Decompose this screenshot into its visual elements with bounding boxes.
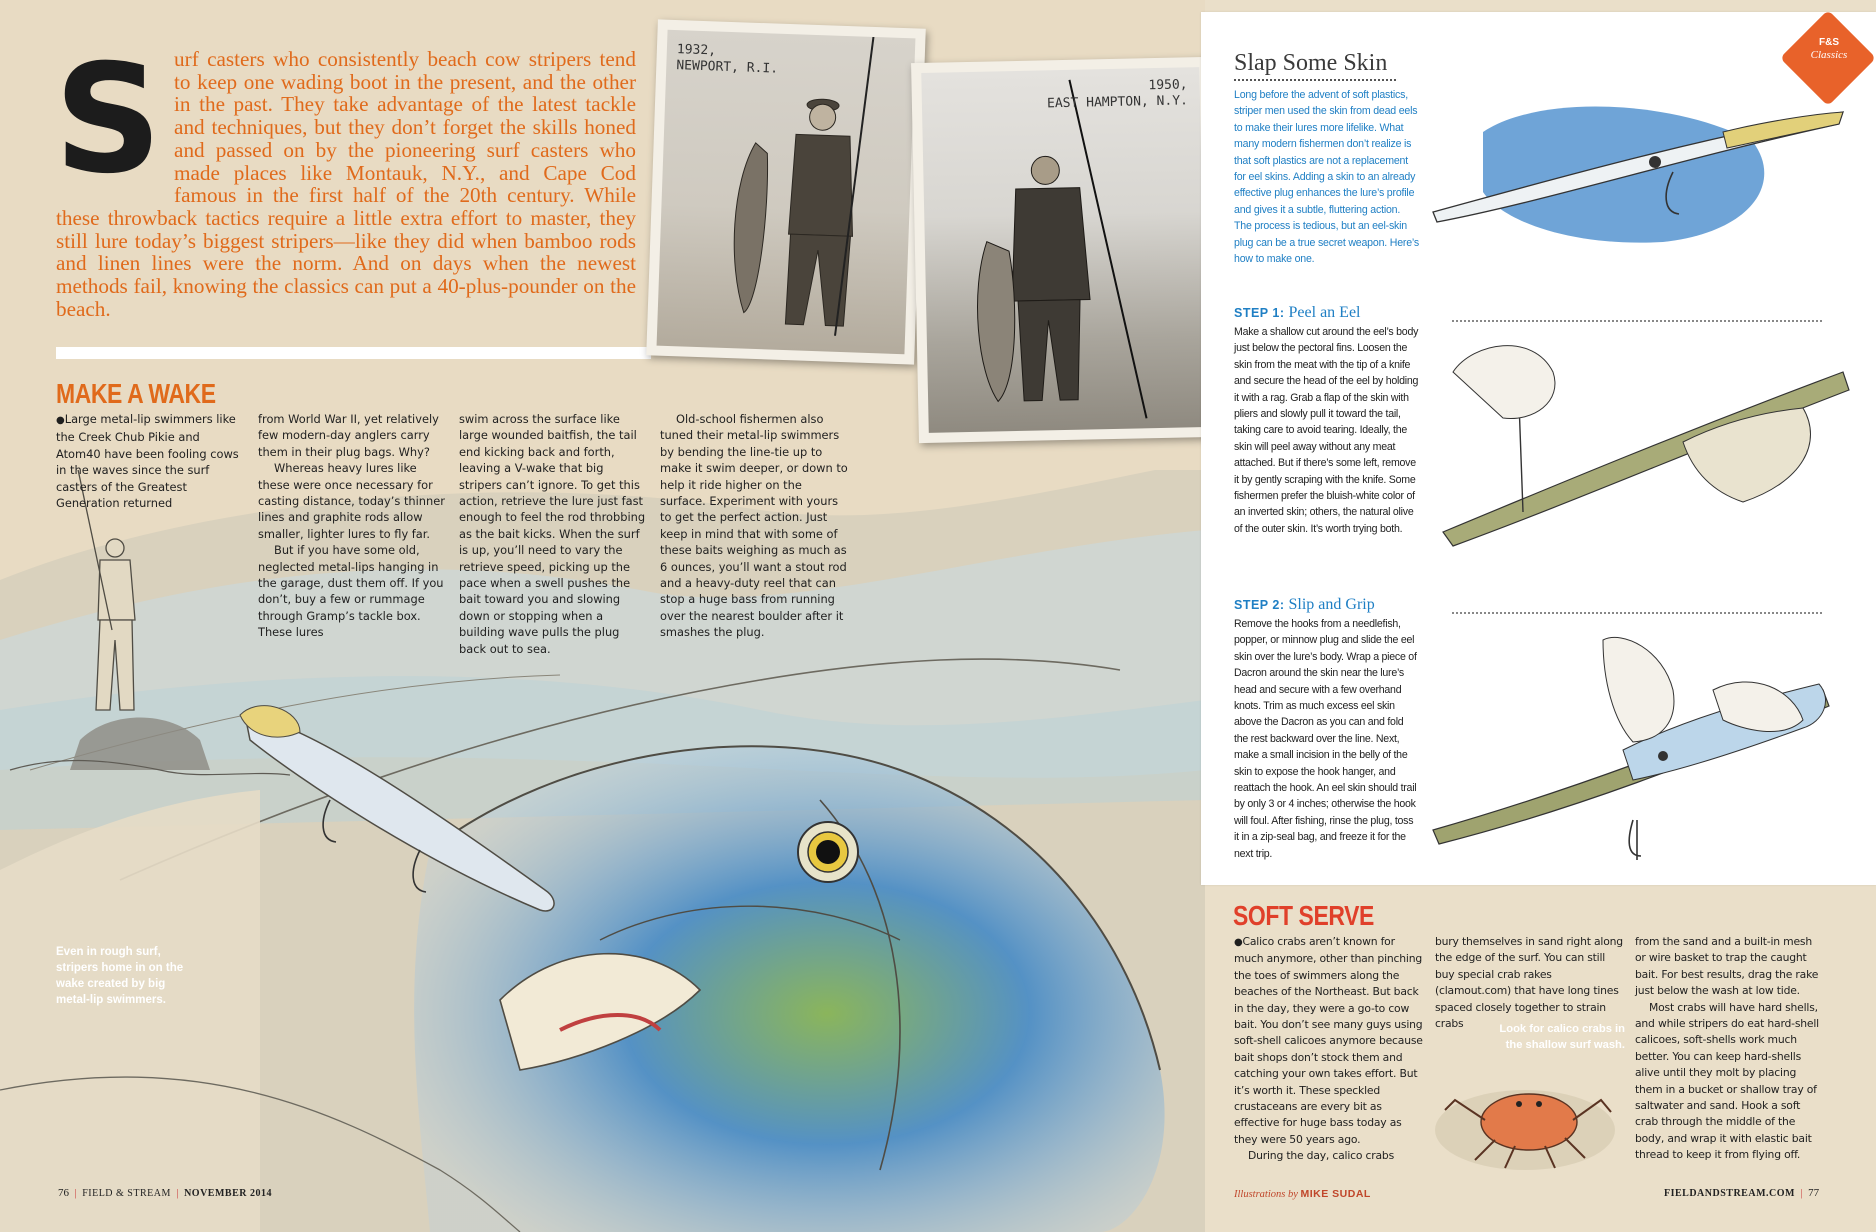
step2-label: STEP 2:	[1234, 598, 1285, 612]
wake-col3-text: swim across the surface like large wounded baitfish, the tail end kicking back and forth, leaving a V-wake that big stripers can’t ignore. To get this action, retrieve the lure just fast enough to feel the rod throbbing as the bait kicks. When the surf is up, you’ll need to vary the retrieve speed, picking up the pace when a swell pushes the bait toward you and slowing down or stopping when a building wave pulls the plug back out to sea.	[459, 412, 646, 656]
credit-name: MIKE SUDAL	[1300, 1188, 1371, 1200]
page-number: 76	[58, 1187, 69, 1199]
slip-grip-illustration	[1423, 630, 1863, 870]
lure-illustration	[1423, 72, 1853, 252]
step1-heading	[1234, 304, 1360, 322]
site-url: FIELDANDSTREAM.COM	[1664, 1188, 1795, 1199]
step1-text: Make a shallow cut around the eel’s body just below the pectoral fins. Loosen the skin from the meat with the tip of a knife and secure the head of the eel by holding it with a rag. Grab a flap of the skin with pliers and slowly pull it toward the tail, taking care to avoid tearing. Ideally, the skin will peel away without any meat attached. But if there’s some left, remove it by gently scraping with the knife. Some fishermen prefer the bluish-white color of an inverted skin; others, the natural olive of the outer skin. It’s worth trying both.	[1234, 326, 1419, 535]
step2-text: Remove the hooks from a needlefish, popper, or minnow plug and slide the eel skin over the lure’s body. Wrap a piece of Dacron around the skin near the lure’s head and secure with a few overhand knots. Trim as much excess eel skin above the Dacron as you can and fold the rest backward over the line. Next, make a small incision in the belly of the skin to expose the hook hanger, and reattach the hook. An eel skin should trail by only 3 or 4 inches; otherwise the hook will foul. After fishing, rinse the plug, toss it in a zip-seal bag, and freeze it for the next trip.	[1234, 618, 1417, 860]
illustration-credit	[1234, 1188, 1371, 1200]
intro-text: urf casters who consistently beach cow stripers tend to keep one wading boot in the present, and the other in the past. They take advantage of the latest tackle and techniques, but they don’t forget the skills honed and passed on by the pioneering surf casters who made places like Montauk, N.Y., and Cape Cod famous in the first half of the 20th century. While these throwback tactics require a little extra effort to master, they still lure today’s biggest stripers—like they did when bamboo rods and linen lines were the norm. And on days when the newest methods fail, knowing the classics can put a 40-plus-pounder on the beach.	[56, 47, 636, 321]
classics-badge-label	[1790, 36, 1868, 62]
peel-eel-illustration	[1423, 332, 1863, 562]
left-folio: 76 | FIELD & STREAM | NOVEMBER 2014	[58, 1187, 272, 1199]
photo-caption-1932	[676, 42, 779, 78]
crab-caption: Look for calico crabs in the shallow surf wash.	[1499, 1023, 1625, 1051]
historic-photo-1932	[646, 19, 926, 364]
soft-col3-p2: Most crabs will have hard shells, and while stripers do eat hard-shell calicoes, soft-shells work much better. You can keep hard-shells alive until they molt by placing them in a bucket or shallow tray of saltwater and sand. Hook a soft crab through the middle of the body, and wrap it with elastic bait thread to keep it from flying off.	[1635, 1000, 1819, 1162]
badge-brand: F&S	[1819, 37, 1839, 48]
photo-year: 1950,	[1148, 77, 1188, 94]
issue-date: NOVEMBER 2014	[184, 1188, 272, 1199]
magazine-name: FIELD & STREAM	[82, 1188, 171, 1199]
section-title-soft-serve: SOFT SERVE	[1233, 900, 1374, 931]
calico-crab-illustration	[1425, 1060, 1625, 1180]
soft-column-2	[1435, 934, 1627, 1032]
sidebar-intro: Long before the advent of soft plastics, striper men used the skin from dead eels to make their lures more lifelike. What many modern fishermen don’t realize is that soft plastics are not a replacement for eel skins. Adding a skin to an already effective plug enhances the lure’s profile and gives it a subtle, fluttering action. The process is tedious, but an eel-skin plug can be a true secret weapon. Here’s how to make one.	[1234, 89, 1419, 266]
wake-col1-text: ● Large metal-lip swimmers like the Creek Chub Pikie and Atom40 have been fooling cows in the waves since the surf casters of the Greatest Generation returned	[56, 411, 244, 511]
dotted-divider	[1452, 320, 1822, 322]
page-number: 77	[1808, 1187, 1820, 1199]
right-folio: FIELDANDSTREAM.COM | 77	[1664, 1187, 1820, 1199]
step2-heading	[1234, 596, 1375, 614]
sidebar-title: Slap Some Skin	[1234, 50, 1396, 81]
intro-paragraph	[54, 33, 636, 321]
step1-title: Peel an Eel	[1288, 304, 1361, 321]
wake-col2-p1: from World War II, yet relatively few modern-day anglers carry them in their plug bags. Why?	[258, 412, 439, 459]
soft-column-1	[1234, 934, 1426, 1165]
section-title-make-a-wake: MAKE A WAKE	[56, 378, 216, 409]
step1-label: STEP 1:	[1234, 306, 1285, 320]
soft-col1-p2: During the day, calico crabs	[1248, 1149, 1394, 1163]
wake-column-2	[258, 411, 446, 641]
soft-col2-text: bury themselves in sand right along the edge of the surf. You can still buy special crab rakes (clamout.com) that have long tines spaced closely together to strain crabs	[1435, 935, 1623, 1031]
photo-year: 1932,	[676, 42, 717, 59]
historic-photo-1950	[911, 57, 1217, 443]
credit-prefix: Illustrations by	[1234, 1189, 1298, 1200]
soft-col1-p1: ● Calico crabs aren’t known for much anymore, other than pinching the toes of swimmers along the beaches of the Northeast. But back in the day, they were a go-to cow bait. You don’t see many guys using soft-shell calicoes anymore because bait shops don’t stock them and catching your own takes effort. But it’s worth it. These speckled crustaceans are every bit as effective for huge bass today as they were 50 years ago.	[1234, 934, 1426, 1148]
wake-column-4	[660, 411, 848, 641]
step2-title: Slip and Grip	[1288, 596, 1375, 613]
wake-col2-p2: Whereas heavy lures like these were once necessary for casting distance, today’s thinner lines and graphite rods allow smaller, lighter lures to fly far.	[258, 461, 445, 541]
divider-rule	[56, 347, 651, 359]
soft-col3-p1: from the sand and a built-in mesh or wire basket to trap the caught bait. For best results, drag the rake just below the wash at low tide.	[1635, 935, 1819, 998]
dotted-divider	[1452, 612, 1822, 614]
wake-col2-p3: But if you have some old, neglected metal-lips hanging in the garage, dust them off. If you don’t, buy a few or rummage through Gramp’s tackle box. These lures	[258, 543, 444, 640]
photo-caption-1950	[1047, 77, 1189, 112]
badge-series: Classics	[1810, 49, 1848, 61]
drop-cap: S	[54, 33, 163, 207]
wake-col4-text: Old-school fishermen also tuned their metal-lip swimmers by bending the line-tie up to make it swim deeper, or down to help it ride higher on the surface. Experiment with yours to get the perfect action. Just keep in mind that with some of these baits weighing as much as 6 ounces, you’ll want a stout rod and a heavy-duty reel that can stop a huge bass from running over the nearest boulder after it smashes the plug.	[660, 412, 848, 640]
photo-location: EAST HAMPTON, N.Y.	[1046, 93, 1189, 112]
photo-location: NEWPORT, R.I.	[676, 58, 779, 77]
soft-column-3	[1635, 934, 1825, 1164]
illustration-caption: Even in rough surf, stripers home in on the wake created by big metal-lip swimmers.	[56, 946, 184, 1006]
wake-column-1	[56, 411, 244, 511]
wake-column-3	[459, 411, 647, 657]
